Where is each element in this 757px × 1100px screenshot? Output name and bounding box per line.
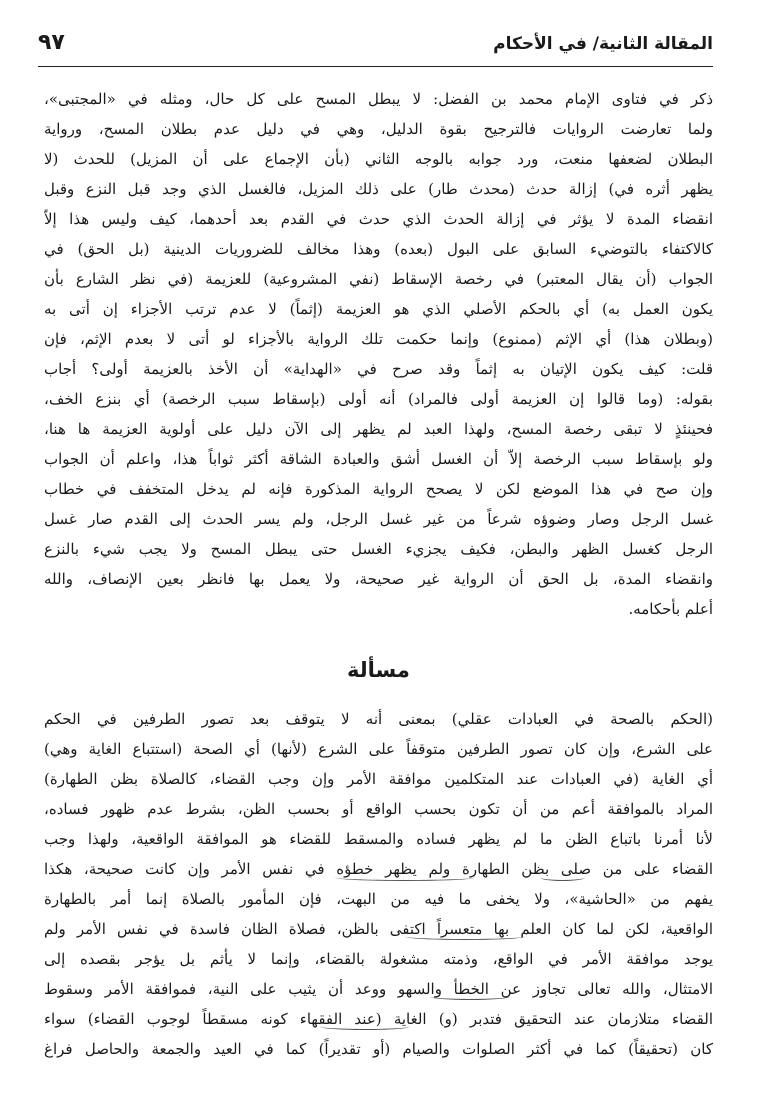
text-line: أي الغاية (في العبادات عند المتكلمين موافقة الأمر وإن وجب القضاء، كالصلاة بظن الطهارة)	[44, 770, 713, 788]
text-line: فحينئذٍ لا تبقى رخصة المسح، ولهذا العبد لم يظهر إلى الآن دليل على أولوية العزيمة ها هنا،	[44, 420, 713, 438]
text-line: القضاء على من صلى بظن الطهارة ولم يظهر خطؤه في نفس الأمر وإن كانت صحيحة، هكذا	[44, 860, 713, 878]
text-line: غسل الرجل وصار وضوؤه شرعاً من غير غسل الرجل، ولم يسر الحدث إلى القدم صار غسل	[44, 510, 713, 528]
text-line: يفهم من «الحاشية»، ولا يخفى ما فيه من البهت، فإن المأمور بالصلاة إنما أمر بالطهارة	[44, 890, 713, 908]
page-number: ٩٧	[38, 30, 65, 55]
text-line: وإن صح في هذا الموضع لكن لا يصحح الرواية المذكورة فإنه لم يدخل المتخفف في خطاب	[44, 480, 713, 498]
text-line: لأنا أمرنا باتباع الظن ما لم يظهر فساده والمسقط للقضاء هو الموافقة الواقعية، ولهذا وجب	[44, 830, 713, 848]
text-line: البطلان لضعفها منعت، ورد جوابه بالوجه الثاني (بأن الإجماع على أن المزيل) للحدث (لا	[44, 150, 713, 168]
handwritten-underline	[405, 933, 525, 940]
text-line: المراد بالموافقة أعم من أن تكون بحسب الواقع أو بحسب الظن، بشرط عدم ظهور فساده،	[44, 800, 713, 818]
text-line: أعلم بأحكامه.	[628, 600, 713, 618]
text-line: بقوله: (وما قالوا إن العزيمة أولى فالمراد) أنه أولى (بإسقاط سبب الرخصة) أي بنزع الخف،	[44, 390, 713, 408]
text-line: الجواب (أن يقال المعتبر) في رخصة الإسقاط (نفي المشروعية) للعزيمة (في نظر الشارع بأن	[44, 270, 713, 288]
text-line: الرجل كغسل الظهر والبطن، فكيف يجزيء الغسل حتى يبطل المسح ولا يجب شيء بالنزع	[44, 540, 713, 558]
text-line: وانقضاء المدة، بل الحق أن الرواية غير صحيحة، ولا يعمل بها فانظر بعين الإنصاف، والله	[44, 570, 713, 588]
text-line: ذكر في فتاوى الإمام محمد بن الفضل: لا يبطل المسح على كل حال، ومثله في «المجتبى»،	[44, 90, 713, 108]
text-line: ولو بإسقاط سبب الرخصة إلاّ أن الغسل أشق والعبادة الشاقة أكثر ثواباً هذا، واعلم أن الجواب	[44, 450, 713, 468]
text-line: ولما تعارضت الروايات فالترجيح بقوة الدليل، وهي في دليل عدم بطلان المسح، ورواية	[44, 120, 713, 138]
text-line: القضاء متلازمان عند التحقيق فتدبر (و) الغاية (عند الفقهاء كونه مسقطاً لوجوب القضاء) سواء	[44, 1010, 713, 1028]
text-line: كالاكتفاء بالتوضيء السابق على البول (بعده) وهذا مخالف للضروريات الدينية (بل الحق) في	[44, 240, 713, 258]
text-line: (وبطلان هذا) أي الإثم (ممنوع) وإنما حكمت تلك الرواية بالأجزاء لو أتى لا بعدم الإثم، فإن	[44, 330, 713, 348]
section-heading: مسألة	[347, 658, 410, 682]
handwritten-underline	[430, 993, 510, 1000]
handwritten-underline	[540, 874, 585, 881]
text-line: يكون العمل به) أي بالحكم الأصلي الذي هو العزيمة (إثماً) لا عدم ترتب الأجزاء إن أتى به	[44, 300, 713, 318]
text-line: كان (تحقيقاً) كما في أكثر الصلوات والصيام (أو تقديراً) كما في العيد والجمعة والحاصل فراغ	[44, 1040, 713, 1058]
text-line: على الشرع، وإن كان تصور الطرفين متوقفاً على الشرع (لأنها) أي الصحة (استتباع الغاية وهي)	[44, 740, 713, 758]
text-line: يظهر أثره في) إزالة حدث (محدث طار) على ذلك المزيل، فالغسل الذي وجد قبل النزع وقبل	[44, 180, 713, 198]
running-title: المقالة الثانية/ في الأحكام	[493, 34, 713, 54]
text-line: الواقعية، لكن لما كان العلم بها متعسراً اكتفى بالظن، فصلاة الظان فاسدة في نفس الأمر ولم	[44, 920, 713, 938]
handwritten-underline	[320, 1023, 410, 1030]
page-header	[38, 30, 713, 67]
handwritten-underline	[335, 874, 475, 881]
text-line: الامتثال، والله تعالى تجاوز عن الخطأ والسهو ووعد أن يثيب على النية، فموافقة الأمر وسقوط	[44, 980, 713, 998]
text-line: قلت: كيف يكون الإتيان به إثماً وقد صرح في «الهداية» أن الأخذ بالعزيمة أولى؟ أجاب	[44, 360, 713, 378]
text-line: يوجد موافقة الأمر في الواقع، وذمته مشغولة بالقضاء، وإنما لا يأثم بل يؤجر بقصده إلى	[44, 950, 713, 968]
text-line: (الحكم بالصحة في العبادات عقلي) بمعنى أنه لا يتوقف بعد تصور الطرفين في الحكم	[44, 710, 713, 728]
text-line: انقضاء المدة لا يؤثر في إزالة الحدث الذي حدث في القدم بعد أحدهما، كيف وليس هذا إلاّ	[44, 210, 713, 228]
